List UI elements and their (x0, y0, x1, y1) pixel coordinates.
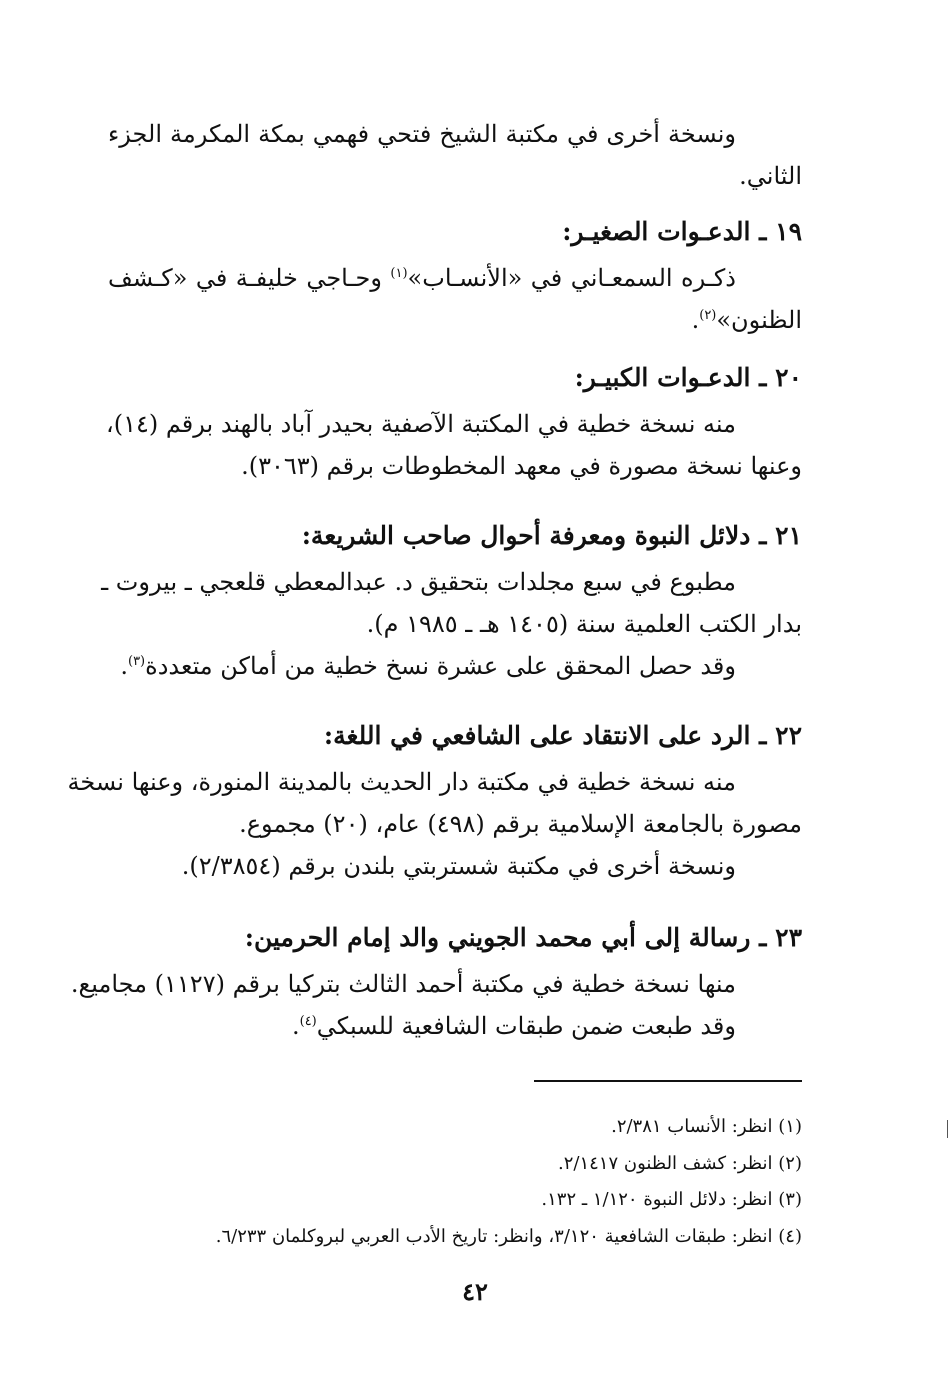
page-number: ٤٢ (462, 1277, 488, 1306)
footnote-2: (٢) انظر: كشف الظنون ٢/١٤١٧. (558, 1153, 802, 1174)
line-text: . (120, 652, 128, 680)
body-line: مصورة بالجامعة الإسلامية برقم (٤٩٨) عام، (٢٠) مجموع. (239, 810, 802, 838)
footnote-3: (٣) انظر: دلائل النبوة ١/١٢٠ ـ ١٣٢. (541, 1189, 802, 1210)
footnote-4: (٤) انظر: طبقات الشافعية ٣/١٢٠، وانظر: تاريخ الأدب العربي لبروكلمان ٦/٢٣٣. (215, 1226, 802, 1247)
footnote-ref[interactable]: (٣) (127, 654, 146, 669)
entry-heading: ٢٢ ـ الرد على الانتقاد على الشافعي في اللغة: (323, 721, 802, 750)
line-text: وحـاجي خليفـة في «كـشف (108, 264, 391, 292)
body-line: منها نسخة خطية في مكتبة أحمد الثالث بتركيا برقم (١١٢٧) مجاميع. (70, 970, 736, 998)
footnote-ref[interactable]: (٢) (699, 308, 717, 323)
body-line: ونسخة أخرى في مكتبة الشيخ فتحي فهمي بمكة المكرمة الجزء (108, 120, 736, 148)
line-text: . (691, 306, 700, 334)
entry-heading: ١٩ ـ الدعـوات الصغيـر: (562, 217, 802, 246)
body-line: ونسخة أخرى في مكتبة شستربتي بلندن برقم (٢/٣٨٥٤). (181, 852, 736, 880)
entry-heading: ٢٠ ـ الدعـوات الكبيـر: (574, 363, 802, 392)
body-line: وعنها نسخة مصورة في معهد المخطوطات برقم (٣٠٦٣). (241, 452, 802, 480)
footnote-ref[interactable]: (٤) (299, 1014, 317, 1029)
page-edge-mark (947, 1120, 948, 1138)
line-text: وقد حصل المحقق على عشرة نسخ خطية من أماكن متعددة (145, 652, 736, 680)
body-line (108, 258, 736, 298)
body-line: بدار الكتب العلمية سنة (١٤٠٥ هـ ـ ١٩٨٥ م). (366, 610, 802, 638)
line-text: ذكـره السمعـاني في «الأنسـاب» (407, 264, 736, 292)
body-line: منه نسخة خطية في مكتبة دار الحديث بالمدينة المنورة، وعنها نسخة (67, 768, 736, 796)
body-line (108, 1006, 736, 1046)
body-line (108, 646, 736, 686)
body-line: الثاني. (739, 162, 802, 190)
entry-heading: ٢٣ ـ رسالة إلى أبي محمد الجويني والد إمام الحرمين: (244, 923, 802, 952)
line-text: الظنون» (716, 306, 802, 334)
body-line: منه نسخة خطية في المكتبة الآصفية بحيدر آباد بالهند برقم (١٤)، (105, 410, 736, 438)
entry-heading: ٢١ ـ دلائل النبوة ومعرفة أحوال صاحب الشريعة: (301, 521, 802, 550)
body-line: مطبوع في سبع مجلدات بتحقيق د. عبدالمعطي قلعجي ـ بيروت ـ (101, 568, 736, 596)
footnote-1: (١) انظر: الأنساب ٢/٣٨١. (611, 1116, 802, 1137)
footnote-separator (534, 1080, 802, 1082)
line-text: . (291, 1012, 300, 1040)
line-text: وقد طبعت ضمن طبقات الشافعية للسبكي (316, 1012, 736, 1040)
footnote-ref[interactable]: (١) (390, 266, 408, 281)
body-line (108, 300, 802, 340)
